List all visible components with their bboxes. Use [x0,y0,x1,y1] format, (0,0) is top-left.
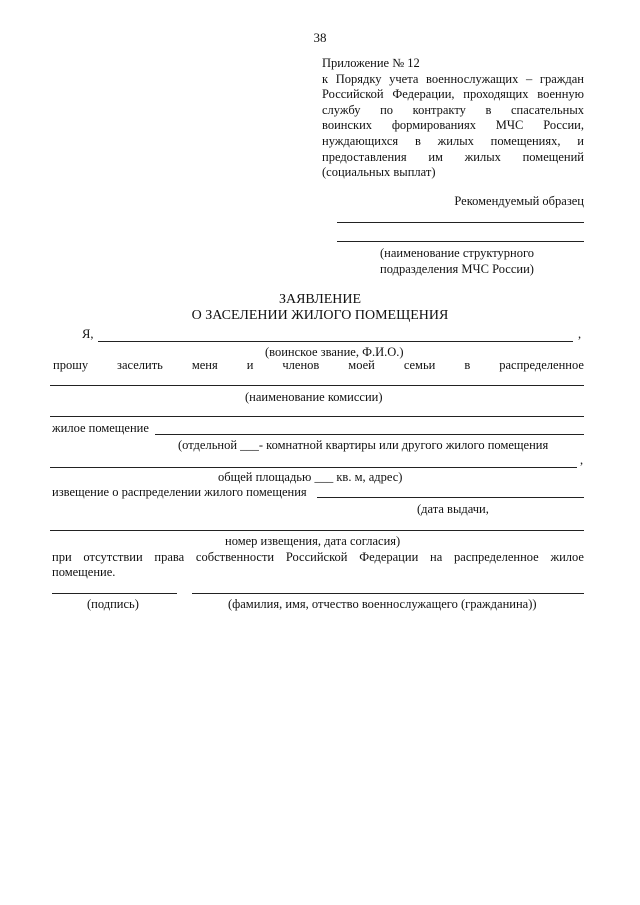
document-subtitle: О ЗАСЕЛЕНИИ ЖИЛОГО ПОМЕЩЕНИЯ [191,308,449,323]
comma: , [580,453,584,467]
notice-number-field[interactable] [50,530,584,531]
absence-word: распределенное [454,550,539,564]
room-caption: (отдельной ___- комнатной квартиры или другого жилого помещения [178,438,549,452]
commission-caption: (наименование комиссии) [245,390,383,404]
recommended-sample-label: Рекомендуемый образец [454,194,584,208]
notice-label: извещение о распределении жилого помещения [52,485,307,499]
annex-block [322,56,584,181]
recipient-line-1[interactable] [337,222,584,223]
comma: , [578,327,582,341]
premises-field[interactable] [155,434,584,435]
request-word: распределенное [499,358,584,372]
absence-word: Федерации [359,550,419,564]
recipient-line-2[interactable] [337,241,584,242]
annex-line: нуждающихся в жилых помещениях, и [322,133,584,148]
fio-caption: (фамилия, имя, отчество военнослужащего (гражданина)) [228,597,537,611]
annex-line: к Порядку учета военнослужащих – граждан [322,71,584,86]
recipient-caption-1: (наименование структурного [380,246,535,260]
signature-field[interactable] [52,593,177,594]
absence-word: собственности [195,550,275,564]
absence-word: жилое [550,550,584,564]
absence-word: Российской [285,550,348,564]
document-title: ЗАЯВЛЕНИЕ [278,292,362,307]
notice-number-caption: номер извещения, дата согласия) [225,534,401,548]
request-word: меня [191,358,218,372]
area-caption: общей площадью ___ кв. м, адрес) [218,470,403,484]
annex-line: воинских формированиях МЧС России, [322,118,584,133]
annex-line: (социальных выплат) [322,165,436,180]
request-word: прошу [53,358,89,372]
rank-name-caption: (воинское звание, Ф.И.О.) [265,345,404,359]
annex-line: службу по контракту в спасательных [322,102,584,117]
request-word: семьи [403,358,436,372]
annex-line: предоставления им жилых помещений [322,149,584,164]
request-line [53,358,584,373]
i-label: Я, [82,327,94,341]
commission-field-2[interactable] [50,416,584,417]
absence-line-2: помещение. [52,565,116,579]
issue-date-caption: (дата выдачи, [417,502,489,516]
commission-field[interactable] [50,385,584,386]
page-number: 38 [313,30,327,45]
absence-word: при [52,550,72,564]
request-word: в [464,358,471,372]
fio-field[interactable] [192,593,584,594]
absence-word: права [154,550,185,564]
annex-line: Российской Федерации, проходящих военную [322,87,584,102]
notice-field[interactable] [317,497,584,498]
request-word: моей [348,358,375,372]
annex-heading: Приложение № 12 [322,56,420,70]
absence-word: на [430,550,443,564]
request-word: и [246,358,254,372]
rank-name-field[interactable] [98,341,573,342]
signature-caption: (подпись) [87,597,139,611]
request-word: заселить [117,358,163,372]
request-word: членов [282,358,320,372]
premises-label: жилое помещение [52,421,149,435]
address-field[interactable] [50,467,577,468]
absence-line-1 [52,550,584,565]
absence-word: отсутствии [83,550,143,564]
recipient-caption-2: подразделения МЧС России) [380,262,534,276]
